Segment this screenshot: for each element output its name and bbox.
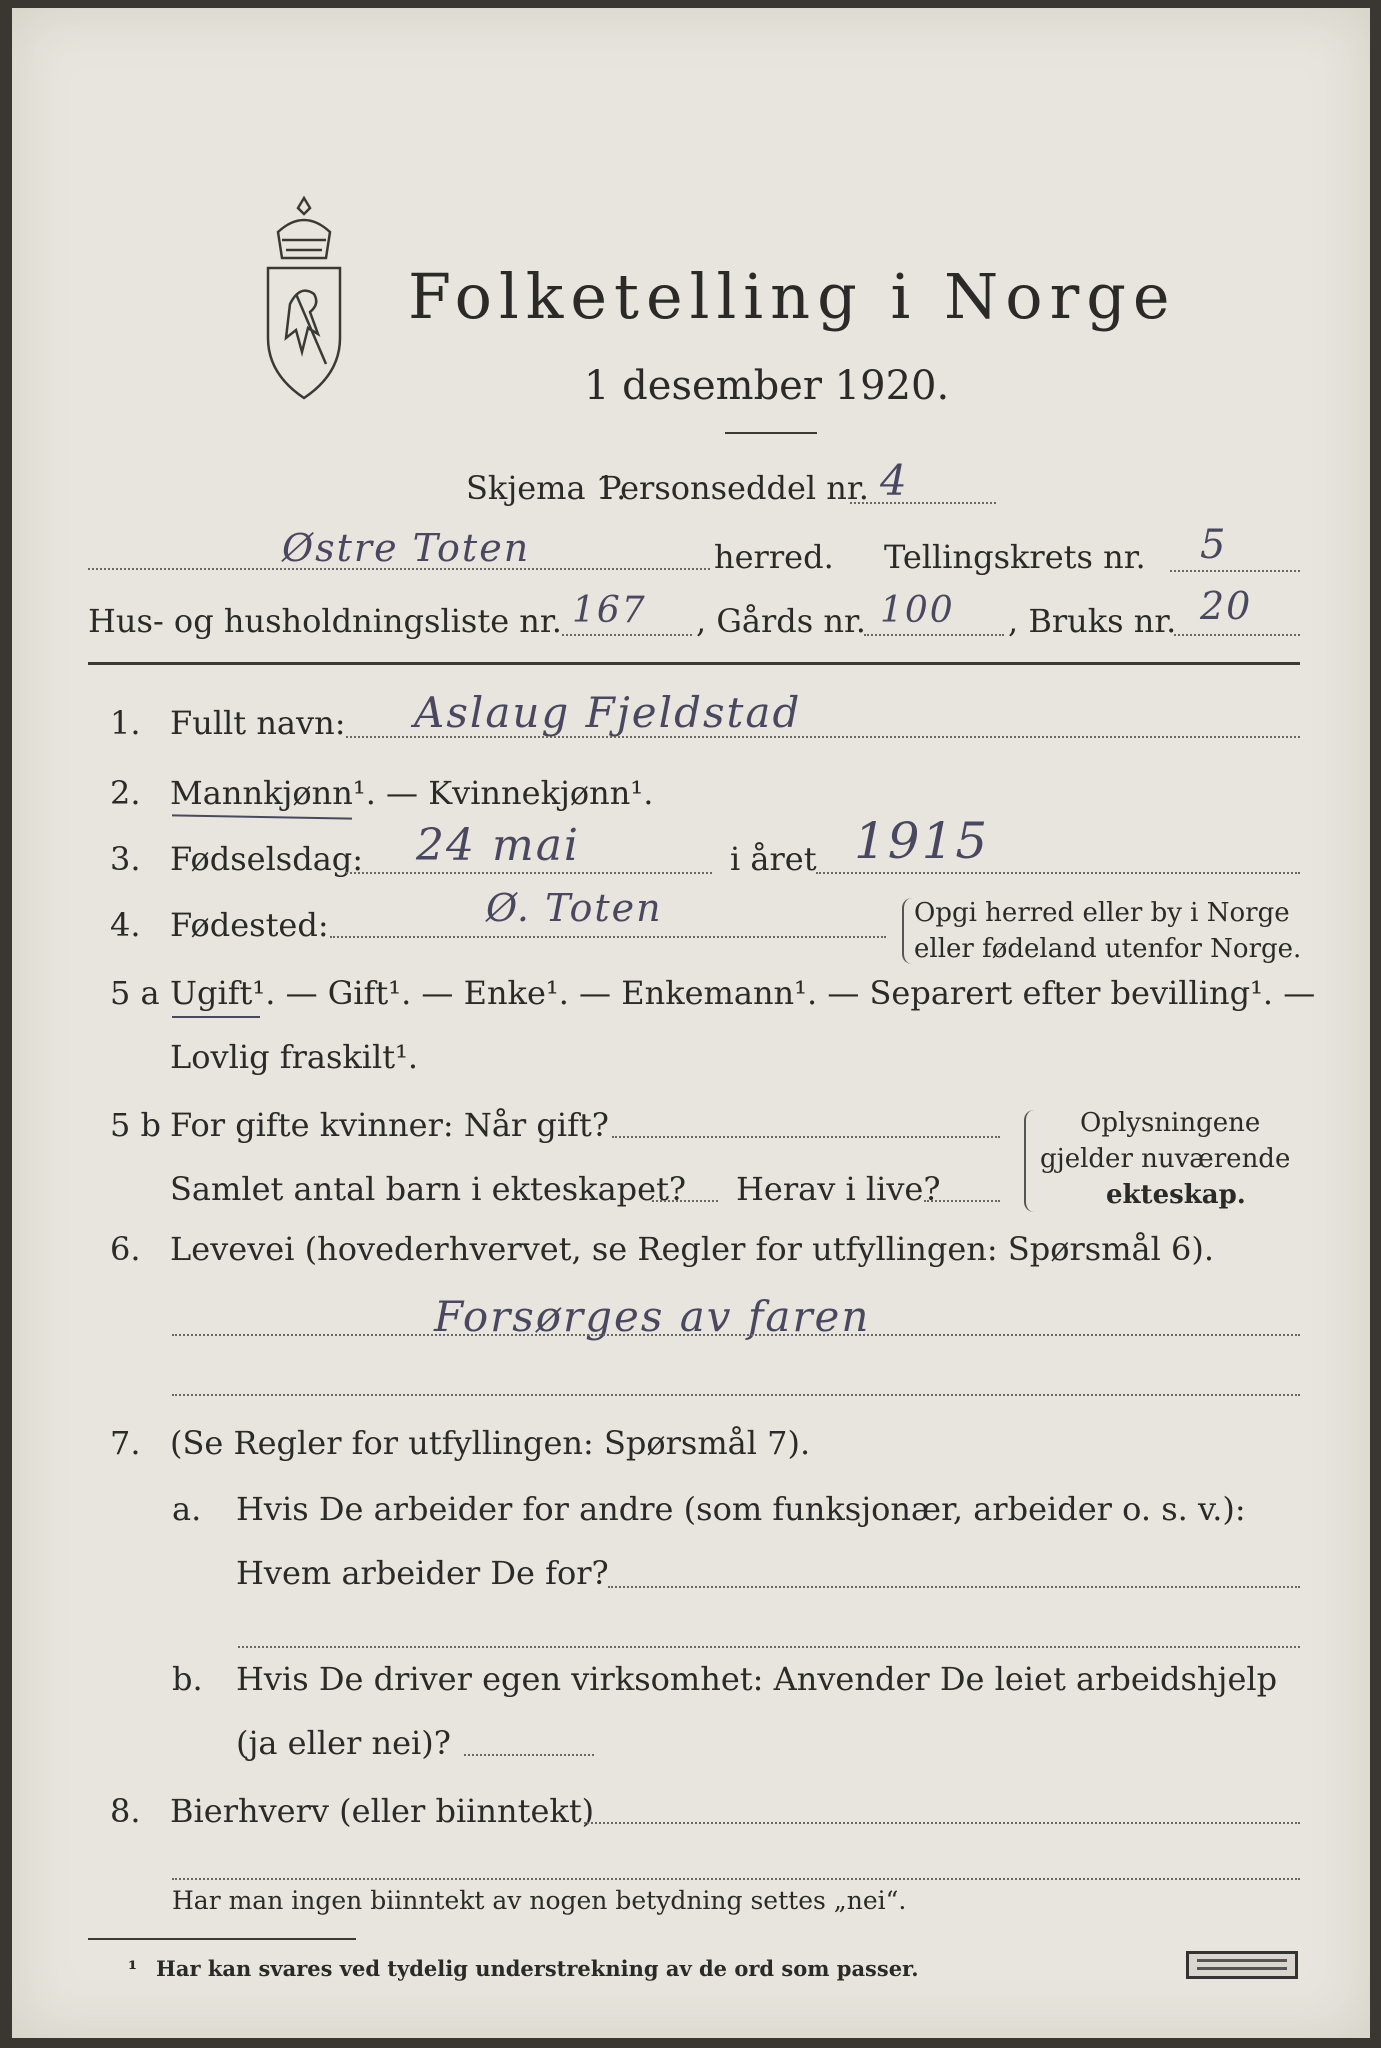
q7b-label-1: Hvis De driver egen virksomhet: Anvender De leiet arbeidshjelp — [236, 1660, 1278, 1698]
tellingskrets-label: Tellingskrets nr. — [884, 538, 1146, 576]
q7b-label-2: (ja eller nei)? — [236, 1724, 451, 1762]
q5b-note-2: gjelder nuværende — [1040, 1144, 1291, 1174]
birthplace-value[interactable]: Ø. Toten — [486, 886, 663, 930]
coat-of-arms-icon — [248, 194, 360, 404]
personseddel-label: Personseddel nr. — [600, 469, 869, 507]
q5b-label-1: For gifte kvinner: Når gift? — [170, 1106, 609, 1144]
form-date: 1 desember 1920. — [584, 363, 950, 409]
husliste-label: Hus- og husholdningsliste nr. — [88, 602, 562, 640]
herred-value[interactable]: Østre Toten — [282, 526, 531, 570]
q8-number: 8. — [110, 1792, 141, 1830]
gender-underline-mark — [172, 814, 352, 819]
q2-number: 2. — [110, 774, 141, 812]
full-name-value[interactable]: Aslaug Fjeldstad — [414, 688, 802, 737]
footnote-mark: ¹ — [128, 1956, 138, 1981]
gards-label: , Gårds nr. — [696, 602, 866, 640]
gender-options: Mannkjønn¹. — Kvinnekjønn¹. — [170, 774, 654, 812]
q7a-label-1: Hvis De arbeider for andre (som funksjonær, arbeider o. s. v.): — [236, 1490, 1246, 1528]
birthplace-note-1: Opgi herred eller by i Norge — [914, 898, 1290, 928]
hired-help-field[interactable] — [464, 1754, 594, 1756]
title-divider — [725, 432, 817, 434]
q1-number: 1. — [110, 704, 141, 742]
printer-stamp-icon — [1186, 1951, 1298, 1979]
q4-label: Fødested: — [170, 906, 329, 944]
herred-label: herred. — [714, 538, 834, 576]
q3-year-label: i året — [730, 840, 817, 878]
footnote-text: Har kan svares ved tydelig understrekning av de ord som passer. — [156, 1956, 919, 1981]
husliste-value[interactable]: 167 — [572, 590, 647, 631]
bruks-label: , Bruks nr. — [1008, 602, 1177, 640]
bruks-value[interactable]: 20 — [1200, 584, 1253, 628]
q5b-note-3: ekteskap. — [1106, 1180, 1246, 1210]
marital-status-options-2: Lovlig fraskilt¹. — [170, 1038, 419, 1076]
q1-label: Fullt navn: — [170, 704, 346, 742]
side-income-field[interactable] — [584, 1822, 1300, 1824]
skjema-label: Skjema 1. — [466, 469, 627, 507]
q8-note: Har man ingen biinntekt av nogen betydning settes „nei“. — [172, 1886, 907, 1915]
birthplace-note-2: eller fødeland utenfor Norge. — [914, 934, 1302, 964]
q5a-number: 5 a — [110, 974, 160, 1012]
q6-label: Levevei (hovederhvervet, se Regler for utfyllingen: Spørsmål 6). — [170, 1230, 1215, 1268]
form-title: Folketelling i Norge — [408, 260, 1177, 333]
q3-number: 3. — [110, 840, 141, 878]
q7a-label-2: Hvem arbeider De for? — [236, 1554, 609, 1592]
q3-label: Fødselsdag: — [170, 840, 364, 878]
q6-number: 6. — [110, 1230, 141, 1268]
header-divider — [88, 662, 1300, 665]
q5b-label-2: Samlet antal barn i ekteskapet? — [170, 1170, 687, 1208]
q5b-number: 5 b — [110, 1106, 162, 1144]
gards-value[interactable]: 100 — [880, 590, 955, 631]
q5b-label-3: Herav i live? — [736, 1170, 941, 1208]
birth-date-value[interactable]: 24 mai — [416, 820, 581, 871]
marital-status-options: Ugift¹. — Gift¹. — Enke¹. — Enkemann¹. — Separert efter bevilling¹. — — [170, 974, 1316, 1012]
footnote-divider — [88, 1938, 356, 1940]
employer-field[interactable] — [608, 1586, 1300, 1588]
q7b-letter: b. — [172, 1660, 203, 1698]
marital-underline-mark — [172, 1016, 260, 1018]
q5b-note-1: Oplysningene — [1080, 1108, 1261, 1138]
q7a-letter: a. — [172, 1490, 202, 1528]
q7-label: (Se Regler for utfyllingen: Spørsmål 7). — [170, 1424, 811, 1462]
personseddel-value[interactable]: 4 — [880, 456, 909, 505]
tellingskrets-value[interactable]: 5 — [1200, 522, 1228, 568]
q8-label: Bierhverv (eller biinntekt) — [170, 1792, 595, 1830]
occupation-value[interactable]: Forsørges av faren — [434, 1292, 871, 1341]
q4-number: 4. — [110, 906, 141, 944]
q7-number: 7. — [110, 1424, 141, 1462]
census-form — [12, 8, 1370, 2038]
birth-year-value[interactable]: 1915 — [854, 812, 990, 870]
